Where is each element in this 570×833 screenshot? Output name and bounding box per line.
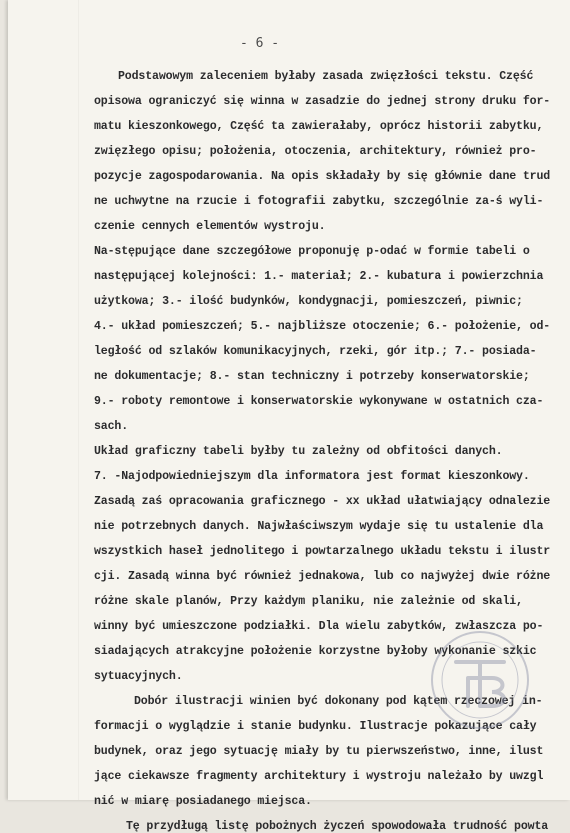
text-line: 7. -Najodpowiedniejszym dla informatora jest format kieszonkowy. — [94, 470, 530, 483]
text-line: ne dokumentacje; 8.- stan techniczny i potrzeby konserwatorskie; — [94, 370, 530, 383]
text-line: opisowa ograniczyć się winna w zasadzie do jednej strony druku for- — [94, 95, 551, 108]
text-line: matu kieszonkowego, Część ta zawierałaby, oprócz historii zabytku, — [94, 120, 544, 133]
text-line: nie potrzebnych danych. Najwłaściwszym wydaje się tu ustalenie dla — [94, 520, 544, 533]
text-line: zwięzłego opisu; położenia, otoczenia, architektury, również pro- — [94, 145, 537, 158]
text-line: budynek, oraz jego sytuację miały by tu pierwszeństwo, inne, ilust — [94, 745, 544, 758]
archive-stamp-icon — [428, 628, 532, 732]
text-line: siadających atrakcyjne położenie korzystne byłoby wykonanie szkic — [94, 645, 537, 658]
text-line: czenie cennych elementów wystroju. — [94, 220, 326, 233]
text-line: następującej kolejności: 1.- materiał; 2.- kubatura i powierzchnia — [94, 270, 544, 283]
text-line: Na-stępujące dane szczegółowe proponuję p-odać w formie tabeli o — [94, 245, 530, 258]
text-line: 4.- układ pomieszczeń; 5.- najbliższe otoczenie; 6.- położenie, od- — [94, 320, 551, 333]
page-number: - 6 - — [240, 36, 280, 51]
text-line: Dobór ilustracji winien być dokonany pod kątem rzeczowej in- — [134, 695, 543, 708]
text-line: formacji o wyglądzie i stanie budynku. Ilustracje pokazujące cały — [94, 720, 537, 733]
text-line: jące ciekawsze fragmenty architektury i wystroju należało by uwzgl — [94, 770, 544, 783]
text-line: Tę przydługą listę pobożnych życzeń spowodowała trudność powta — [126, 820, 549, 833]
text-line: winny być umieszczone podziałki. Dla wielu zabytków, zwłaszcza po- — [94, 620, 544, 633]
document-page — [8, 0, 570, 833]
text-line: nić w miarę posiadanego miejsca. — [94, 795, 312, 808]
text-line: użytkowa; 3.- ilość budynków, kondygnacji, pomieszczeń, piwnic; — [94, 295, 523, 308]
text-line: ległość od szlaków komunikacyjnych, rzeki, gór itp.; 7.- posiada- — [94, 345, 537, 358]
text-line: 9.- roboty remontowe i konserwatorskie wykonywane w ostatnich cza- — [94, 395, 544, 408]
text-line: sytuacyjnych. — [94, 670, 183, 683]
text-line: pozycje zagospodarowania. Na opis składały by się głównie dane trud — [94, 170, 551, 183]
text-line: cji. Zasadą winna być również jednakowa, lub co najwyżej dwie różne — [94, 570, 551, 583]
text-line: różne skale planów, Przy każdym planiku, nie zależnie od skali, — [94, 595, 523, 608]
text-line: Zasadą zaś opracowania graficznego - xx układ ułatwiający odnalezie — [94, 495, 551, 508]
text-line: sach. — [94, 420, 129, 433]
text-line: ne uchwytne na rzucie i fotografii zabytku, szczególnie za-ś wyli- — [94, 195, 544, 208]
text-line: Układ graficzny tabeli byłby tu zależny od obfitości danych. — [94, 445, 503, 458]
page-fold-shadow — [78, 0, 79, 800]
text-line: Podstawowym zaleceniem byłaby zasada zwięzłości tekstu. Część — [118, 70, 534, 83]
text-line: wszystkich haseł jednolitego i powtarzalnego układu tekstu i ilustr — [94, 545, 551, 558]
